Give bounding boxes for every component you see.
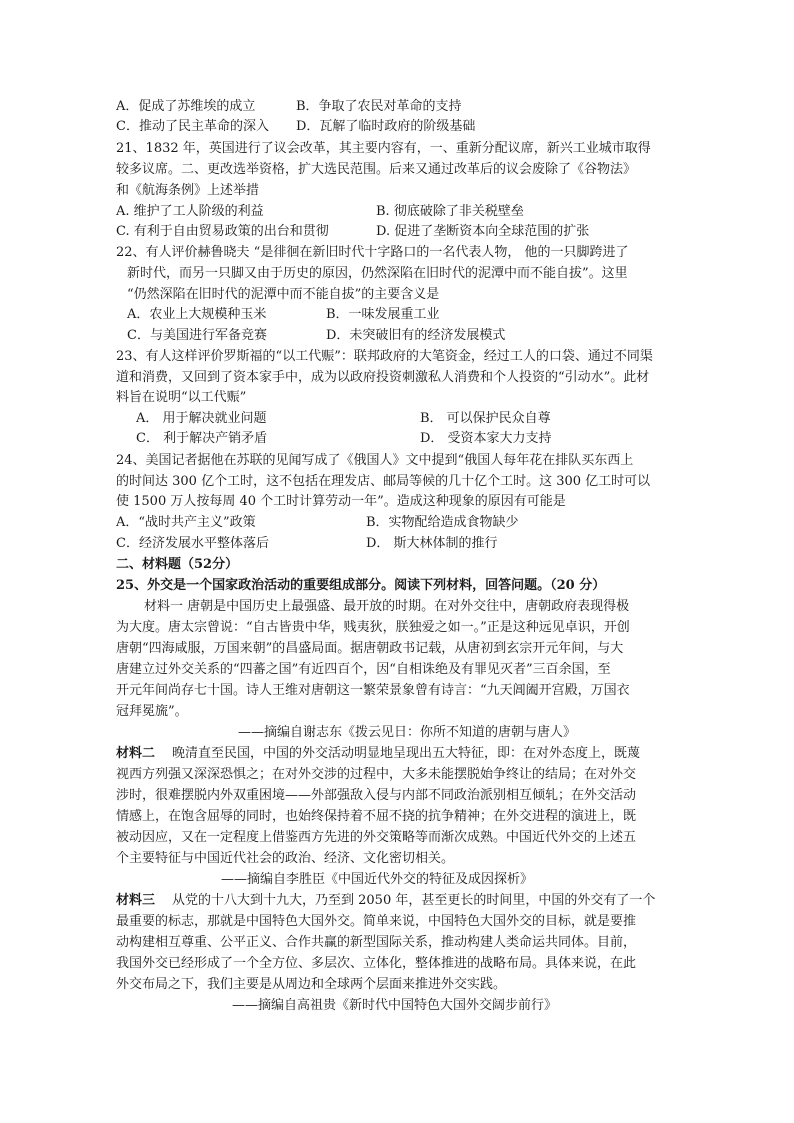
q25-material-2-line-5: 被动因应，又在一定程度上借鉴西方先进的外交策略等而渐次成熟。中国近代外交的上述五 — [116, 830, 637, 845]
q22-stem-line-2: 新时代，而另一只脚又由于历史的原因，仍然深陷在旧时代的泥潭中而不能自拔”。这里 — [127, 266, 628, 281]
q25-material-2-label: 材料二 — [116, 746, 156, 761]
q23-stem-line-3: 料旨在说明“以工代赈” — [116, 390, 247, 405]
q20-option-d: D．瓦解了临时政府的阶级基础 — [296, 119, 476, 134]
q25-material-1-line-3: 唐朝“四海咸服，万国来朝”的昌盛局面。据唐朝政书记载，从唐初到玄宗开元年间，与大 — [116, 641, 624, 656]
q25-material-2-line-6: 个主要特征与中国近代社会的政治、经济、文化密切相关。 — [116, 851, 455, 866]
q25-material-3-source: ——摘编自高祖贵《新时代中国特色大国外交阔步前行》 — [232, 998, 558, 1013]
section-2-heading: 二、材料题（52分） — [116, 557, 239, 572]
q25-material-1-line-4: 唐建立过外交关系的“四蕃之国”有近四百个，因“自相诛绝及有罪见灭者”三百余国，至 — [116, 662, 611, 677]
q21-stem-line-2: 较多议席。二、更改选举资格，扩大选民范围。后来又通过改革后的议会废除了《谷物法》 — [116, 162, 637, 177]
q24-stem-line-3: 使 1500 万人按每周 40 个工时计算劳动一年”。造成这种现象的原因有可能是 — [116, 494, 566, 509]
q20-option-c: C．推动了民主革命的深入 — [116, 119, 269, 134]
q25-material-3-line-2: 最重要的标志，那就是中国特色大国外交。简单来说，中国特色大国外交的目标，就是要推 — [116, 914, 637, 929]
q21-option-c: C. 有利于自由贸易政策的出台和贯彻 — [116, 224, 329, 239]
q25-material-3-line-5: 外交布局之下，我们主要是从周边和全球两个层面来推进外交实践。 — [116, 977, 507, 992]
q25-material-1-source: ——摘编自谢志东《拨云见日：你所不知道的唐朝与唐人》 — [238, 725, 577, 740]
q25-material-3-line-1: 从党的十八大到十九大，乃至到 2050 年，甚至更长的时间里，中国的外交有了一个 — [172, 893, 656, 908]
q22-option-b: B．一味发展重工业 — [326, 307, 440, 322]
q25-material-2-source: ——摘编自李胜臣《中国近代外交的特征及成因探析》 — [221, 872, 534, 887]
q20-option-b: B．争取了农民对革命的支持 — [296, 99, 462, 114]
q21-option-d: D. 促进了垄断资本向全球范围的扩张 — [376, 224, 590, 239]
q25-material-2-line-1: 晚清直至民国，中国的外交活动明显地呈现出五大特征，即：在对外态度上，既蔑 — [172, 746, 641, 761]
q24-option-a: A．“战时共产主义”政策 — [116, 515, 256, 530]
q25-material-2-line-2: 视西方列强又深深恐惧之；在对外交涉的过程中，大多未能摆脱始争终让的结局；在对外交 — [116, 767, 637, 782]
q25-material-2-line-4: 情感上，在饱含屈辱的同时，也始终保持着不屈不挠的抗争精神；在外交进程的演进上，既 — [116, 809, 637, 824]
q23-option-b: B． 可以保护民众自尊 — [420, 411, 551, 426]
q24-stem-line-2: 的时间达 300 亿个工时，这不包括在理发店、邮局等候的几十亿个工时。这 300 亿工时可以 — [116, 474, 651, 489]
q25-stem: 25、外交是一个国家政治活动的重要组成部分。阅读下列材料，回答问题。（20 分） — [116, 578, 606, 593]
q23-option-c: C． 利于解决产销矛盾 — [136, 431, 268, 446]
q25-material-1-line-6: 冠拜冕旒”。 — [116, 704, 188, 719]
q23-option-d: D． 受资本家大力支持 — [420, 431, 552, 446]
q21-option-a: A. 维护了工人阶级的利益 — [116, 204, 264, 219]
q25-material-1-line-5: 开元年间尚存七十国。诗人王维对唐朝这一繁荣景象曾有诗言：“九天阊阖开宫殿，万国衣 — [116, 683, 630, 698]
q22-option-d: D．未突破旧有的经济发展模式 — [326, 328, 506, 343]
q25-material-3-line-3: 动构建相互尊重、公平正义、合作共赢的新型国际关系，推动构建人类命运共同体。目前， — [116, 935, 637, 950]
q21-stem-line-3: 和《航海条例》上述举措 — [116, 183, 260, 198]
q24-option-d: D． 斯大林体制的推行 — [366, 536, 498, 551]
q25-material-2-line-3: 涉时，很难摆脱内外双重困境——外部强敌入侵与内部不同政治派别相互倾轧；在外交活动 — [116, 788, 637, 803]
q24-option-b: B．实物配给造成食物缺少 — [366, 515, 519, 530]
q21-stem-line-1: 21、1832 年，英国进行了议会改革，其主要内容有，一、重新分配议席，新兴工业城市取得 — [116, 141, 651, 156]
q24-option-c: C．经济发展水平整体落后 — [116, 536, 269, 551]
q25-material-1-line-2: 为大度。唐太宗曾说：“自古皆贵中华，贱夷狄，朕独爱之如一。”正是这种远见卓识，开创 — [116, 620, 630, 635]
q22-option-c: C．与美国进行军备竞赛 — [127, 328, 267, 343]
q22-stem-line-1: 22、有人评价赫鲁晓夫 “是徘徊在新旧时代十字路口的一名代表人物， 他的一只脚跨进了 — [116, 245, 629, 260]
q22-option-a: A．农业上大规模种玉米 — [127, 307, 267, 322]
q22-stem-line-3: “仍然深陷在旧时代的泥潭中而不能自拔”的主要含义是 — [127, 287, 440, 302]
q20-option-a: A．促成了苏维埃的成立 — [116, 99, 256, 114]
q25-material-3-line-4: 我国外交已经形成了一个全方位、多层次、立体化，整体推进的战略布局。具体来说，在此 — [116, 956, 637, 971]
q24-stem-line-1: 24、美国记者据他在苏联的见闻写成了《俄国人》文中提到“俄国人每年花在排队买东西上 — [116, 453, 634, 468]
q25-material-3-label: 材料三 — [116, 893, 156, 908]
q25-material-1-line-1: 材料一 唐朝是中国历史上最强盛、最开放的时期。在对外交往中，唐朝政府表现得极 — [144, 599, 630, 614]
q23-stem-line-1: 23、有人这样评价罗斯福的“以工代赈”：联邦政府的大笔资金，经过工人的口袋、通过不同渠 — [116, 349, 653, 364]
q23-option-a: A． 用于解决就业问题 — [136, 411, 267, 426]
q21-option-b: B. 彻底破除了非关税壁垒 — [376, 204, 524, 219]
q23-stem-line-2: 道和消费，又回到了资本家手中，成为以政府投资刺激私人消费和个人投资的“引动水”。此材 — [116, 370, 650, 385]
